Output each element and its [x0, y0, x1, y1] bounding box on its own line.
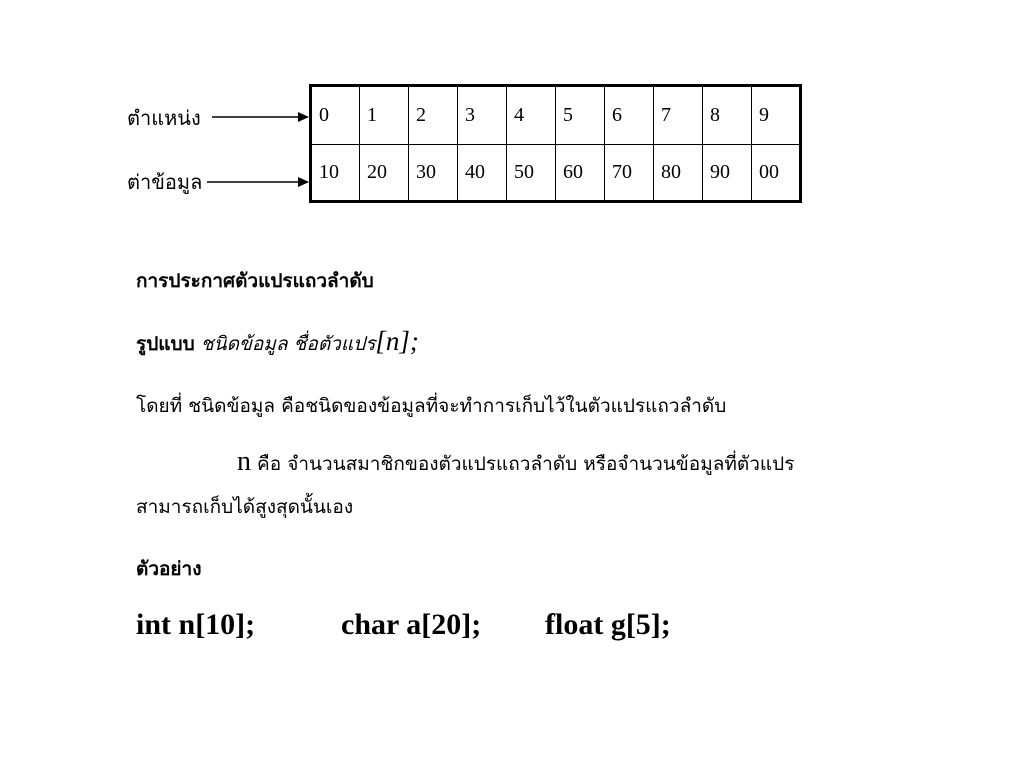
index-arrow-icon [210, 110, 310, 124]
index-cell: 2 [409, 86, 458, 145]
value-row-label: ต่าข้อมูล [127, 170, 203, 194]
value-arrow-icon [205, 175, 310, 189]
value-row [311, 145, 801, 202]
format-label: รูปแบบ [136, 333, 195, 355]
value-cell: 20 [360, 145, 409, 202]
code-example-float: float g[5]; [545, 608, 671, 641]
value-cell: 80 [654, 145, 703, 202]
value-cell: 70 [605, 145, 654, 202]
index-cell: 0 [311, 86, 360, 145]
section-heading: การประกาศตัวแปรแถวลำดับ [136, 270, 374, 292]
format-name: ชื่อตัวแปร [293, 333, 376, 355]
index-cell: 3 [458, 86, 507, 145]
value-cell: 10 [311, 145, 360, 202]
where-line: โดยที่ ชนิดข้อมูล คือชนิดของข้อมูลที่จะทำการเก็บไว้ในตัวแปรแถวลำดับ [136, 395, 727, 417]
format-suffix: [n]; [375, 326, 419, 356]
value-cell: 30 [409, 145, 458, 202]
value-cell: 00 [752, 145, 801, 202]
value-cell: 90 [703, 145, 752, 202]
index-cell: 8 [703, 86, 752, 145]
value-cell: 40 [458, 145, 507, 202]
index-cell: 9 [752, 86, 801, 145]
index-cell: 7 [654, 86, 703, 145]
index-row-label: ตำแหน่ง [127, 106, 201, 130]
n-description [237, 446, 794, 479]
index-cell: 1 [360, 86, 409, 145]
array-table [309, 84, 802, 203]
example-label: ตัวอย่าง [136, 558, 202, 580]
code-example-char: char a[20]; [341, 608, 482, 641]
index-cell: 6 [605, 86, 654, 145]
code-example-int: int n[10]; [136, 608, 256, 641]
value-cell: 60 [556, 145, 605, 202]
format-line [136, 326, 419, 359]
n-description-text: คือ จำนวนสมาชิกของตัวแปรแถวลำดับ หรือจำนวนข้อมูลที่ตัวแปร [257, 453, 795, 475]
n-symbol: n [237, 446, 251, 477]
n-description-continued: สามารถเก็บได้สูงสุดนั้นเอง [136, 496, 354, 518]
index-row [311, 86, 801, 145]
index-cell: 5 [556, 86, 605, 145]
value-cell: 50 [507, 145, 556, 202]
format-type: ชนิดข้อมูล [200, 333, 288, 355]
index-cell: 4 [507, 86, 556, 145]
